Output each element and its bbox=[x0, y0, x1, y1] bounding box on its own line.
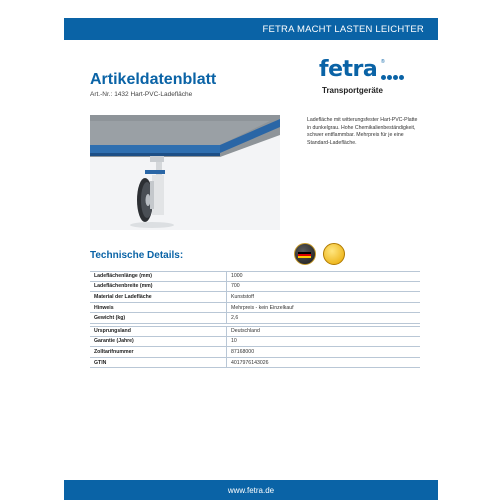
product-image bbox=[90, 115, 280, 230]
header-bar bbox=[64, 18, 438, 40]
spec-key: Hinweis bbox=[94, 304, 114, 311]
spec-key: Ladeflächenbreite (mm) bbox=[94, 283, 153, 290]
spec-row bbox=[90, 292, 420, 303]
spec-key: GTIN bbox=[94, 359, 107, 366]
made-in-germany-badge-icon bbox=[294, 243, 316, 265]
specs-table bbox=[90, 271, 420, 368]
spec-value: 700 bbox=[226, 282, 420, 292]
spec-row bbox=[90, 358, 420, 369]
spec-key: Zolltarifnummer bbox=[94, 348, 134, 355]
spec-key: Ladeflächenlänge (mm) bbox=[94, 273, 152, 280]
product-description: Ladefläche mit witterungsfester Hart-PVC-Platte in dunkelgrau. Hohe Chemikalienbeständigkeit, schwer entflammbar. Mehrpreis für je eine Standard-Ladefläche. bbox=[307, 117, 418, 146]
spec-key: Gewicht (kg) bbox=[94, 315, 126, 322]
footer-url[interactable]: www.fetra.de bbox=[227, 485, 275, 495]
spec-value: 2,6 bbox=[226, 313, 420, 323]
technical-details-heading: Technische Details: bbox=[90, 250, 184, 261]
spec-key: Garantie (Jahre) bbox=[94, 338, 134, 345]
logo-tagline: Transportgeräte bbox=[322, 86, 383, 95]
spec-value: 10 bbox=[226, 337, 420, 347]
datasheet-page bbox=[64, 0, 438, 500]
spec-value: 87168000 bbox=[226, 347, 420, 357]
spec-row bbox=[90, 313, 420, 324]
logo-wordmark: fetra bbox=[319, 57, 378, 82]
logo-registered-mark: ® bbox=[381, 59, 385, 65]
spec-value: 4017976143026 bbox=[226, 358, 420, 368]
spec-value: 1000 bbox=[226, 272, 420, 281]
spec-key: Material der Ladefläche bbox=[94, 293, 152, 300]
fetra-logo bbox=[319, 57, 419, 97]
spec-row bbox=[90, 347, 420, 358]
header-slogan: FETRA MACHT LASTEN LEICHTER bbox=[262, 23, 424, 35]
spec-row bbox=[90, 271, 420, 282]
spec-value: Kunststoff bbox=[226, 292, 420, 302]
spec-row bbox=[90, 282, 420, 293]
spec-key: Ursprungsland bbox=[94, 328, 131, 335]
spec-value: Deutschland bbox=[226, 327, 420, 336]
spec-value: Mehrpreis - kein Einzelkauf bbox=[226, 303, 420, 313]
article-number: Art.-Nr.: 1432 Hart-PVC-Ladefläche bbox=[90, 91, 193, 98]
spec-row bbox=[90, 337, 420, 348]
footer-bar bbox=[64, 480, 438, 500]
logo-dots-icon bbox=[381, 75, 404, 80]
spec-row bbox=[90, 326, 420, 337]
page-title: Artikeldatenblatt bbox=[90, 71, 217, 88]
spec-row bbox=[90, 303, 420, 314]
product-photo bbox=[90, 115, 280, 230]
guarantee-badge-icon bbox=[323, 243, 345, 265]
